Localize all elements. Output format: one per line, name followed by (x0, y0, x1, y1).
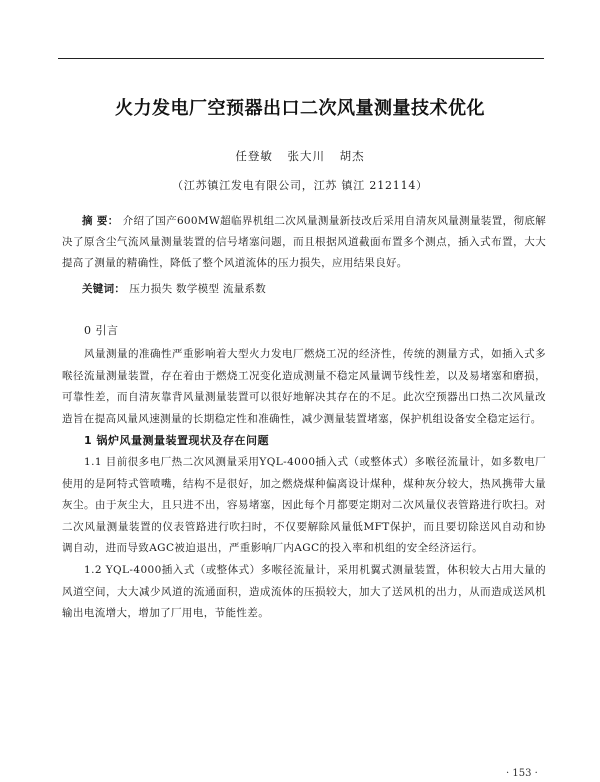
authors: 任登敏 张大川 胡杰 (235, 149, 365, 163)
section-heading-1: 1 锅炉风量测量装置现状及存在问题 (84, 434, 269, 447)
affiliation: （江苏镇江发电有限公司，江苏 镇江 212114） (172, 179, 428, 192)
section-1-2-paragraph: 1.2 YQL-4000插入式（或整体式）多喉径流量计，采用机翼式测量装置，体积较大占用大量的风道空间，大大减少风道的流通面积，造成流体的压损较大，加大了送风机的出力，从而造成送风机输出电流增大，增加了厂用电，节能性差。 (62, 564, 546, 619)
keywords-label: 关键词： (82, 283, 126, 295)
introduction-paragraph: 风量测量的准确性严重影响着大型火力发电厂燃烧工况的经济性，传统的测量方式，如插入式多喉径流量测量装置，存在着由于燃烧工况变化造成测量不稳定风量调节线性差，以及易堵塞和磨损，可靠性差，而自清灰靠背风量测量装置可以很好地解决其存在的不足。此次空预器出口热二次风量改造旨在提高风量风速测量的长期稳定性和准确性，减少测量装置堵塞，保护机组设备安全稳定运行。 (62, 348, 546, 425)
keywords-text: 压力损失 数学模型 流量系数 (129, 283, 267, 295)
section-1-1-paragraph: 1.1 目前很多电厂热二次风测量采用YQL-4000插入式（或整体式）多喉径流量计，如多数电厂使用的是阿特式管喷嘴，结构不是很好，加之燃烧煤种偏离设计煤种，煤种灰分较大，热风携带大量灰尘。由于灰尘大，且只进不出，容易堵塞，因此每个月都要定期对二次风量仪表管路进行吹扫。对二次风量测量装置的仪表管路进行吹扫时，不仅要解除风量低MFT保护，而且要切除送风自动和协调自动，进而导致AGC被迫退出，严重影响厂内AGC的投入率和机组的安全经济运行。 (62, 456, 546, 554)
abstract-text: 介绍了国产600MW超临界机组二次风量测量新技改后采用自清灰风量测量装置，彻底解决了原含尘气流风量测量装置的信号堵塞问题，而且根据风道截面布置多个测点，插入式布置，大大提高了测量的精确性，降低了整个风道流体的压力损失，应用结果良好。 (62, 215, 546, 269)
page-number: · 153 · (506, 768, 538, 779)
abstract (62, 211, 546, 274)
abstract-label: 摘 要： (82, 215, 119, 227)
keywords (62, 279, 546, 300)
paper-title: 火力发电厂空预器出口二次风量测量技术优化 (115, 98, 485, 119)
section-heading-introduction: 0 引言 (84, 324, 119, 337)
header-rule (58, 58, 544, 59)
